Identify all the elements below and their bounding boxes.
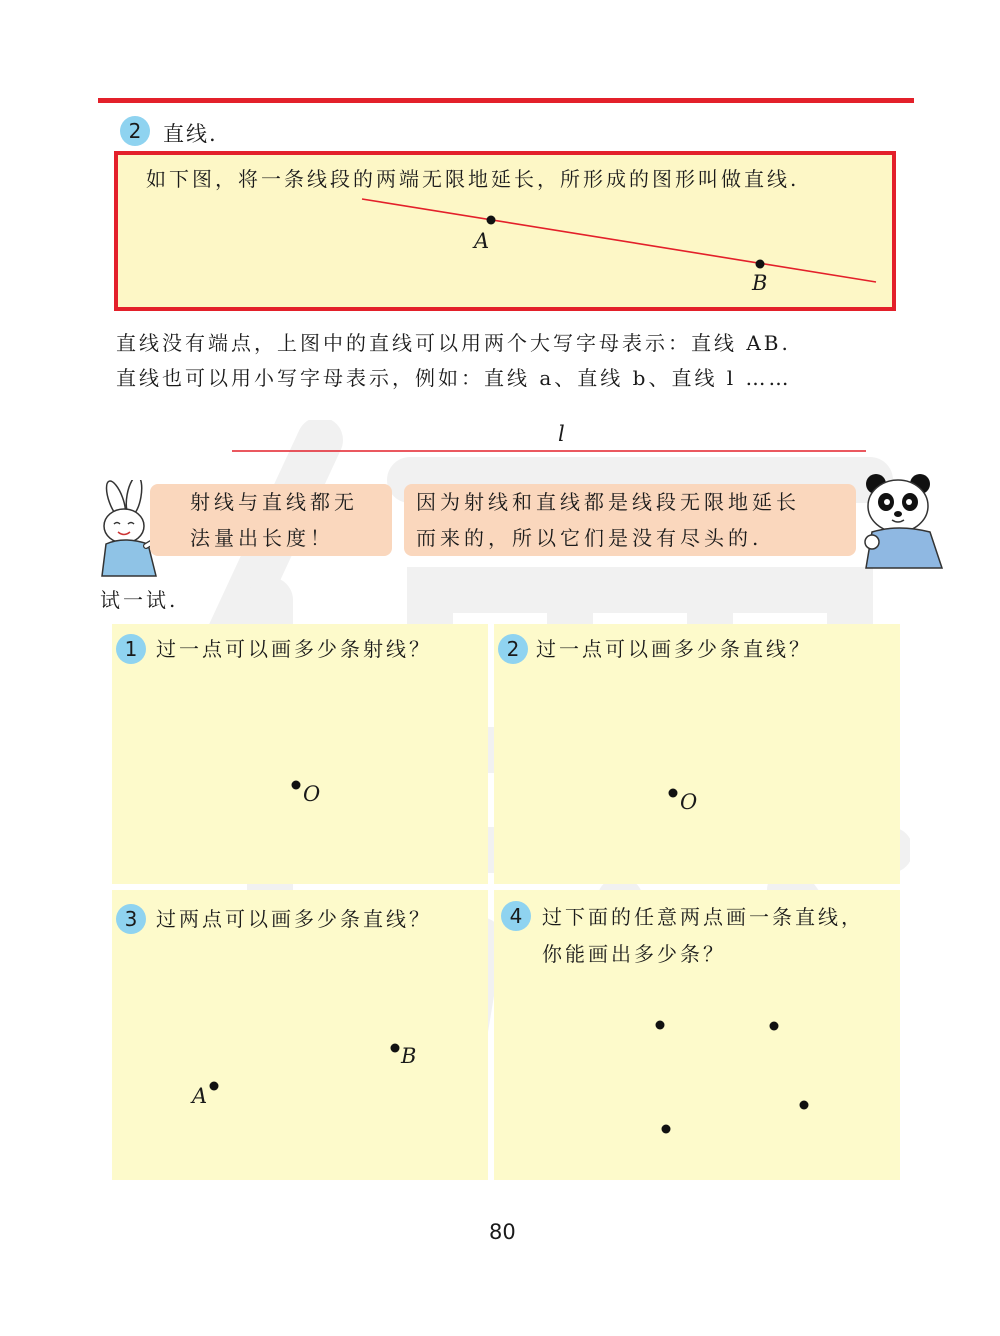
panda-speech-line-1: 因为射线和直线都是线段无限地延长 [416,490,800,514]
q3-point-b-dot [391,1044,400,1053]
q3-point-a-dot [210,1082,219,1091]
question-2-point-label: O [680,790,698,814]
question-1-text: 过一点可以画多少条射线？ [156,637,432,661]
q2-point-o-dot [669,789,678,798]
question-2-badge: 2 [498,634,528,664]
question-3-point-a-label: A [192,1084,208,1108]
try-title: 试一试. [100,588,179,612]
point-b-label: B [752,271,768,295]
question-1-point-label: O [303,782,321,806]
question-4-badge: 4 [501,901,531,931]
section-number-badge: 2 [120,116,150,146]
q4-point-2-dot [770,1022,779,1031]
question-3-point-b-label: B [401,1044,417,1068]
explanation-line-2: 直线也可以用小写字母表示，例如：直线 a、直线 b、直线 l …… [116,366,792,390]
q1-point-o-dot [292,781,301,790]
question-3-text: 过两点可以画多少条直线？ [156,907,432,931]
question-4-text-line-2: 你能画出多少条？ [542,942,726,966]
definition-text: 如下图，将一条线段的两端无限地延长，所形成的图形叫做直线. [146,167,800,191]
panda-speech-line-2: 而来的，所以它们是没有尽头的. [416,526,763,550]
question-2-text: 过一点可以画多少条直线？ [536,637,812,661]
explanation-line-1: 直线没有端点，上图中的直线可以用两个大写字母表示：直线 AB. [116,331,791,355]
q4-point-1-dot [656,1021,665,1030]
q4-point-4-dot [662,1125,671,1134]
question-3-badge: 3 [116,904,146,934]
rabbit-speech-line-1: 射线与直线都无 [190,490,358,514]
q4-point-3-dot [800,1101,809,1110]
point-a-label: A [474,229,490,253]
rabbit-speech-line-2: 法量出长度！ [190,526,334,550]
line-l-label: l [558,422,565,446]
question-4-text-line-1: 过下面的任意两点画一条直线， [542,905,864,929]
section-title: 直线. [163,122,218,146]
question-1-badge: 1 [116,634,146,664]
page-number: 80 [489,1220,516,1244]
